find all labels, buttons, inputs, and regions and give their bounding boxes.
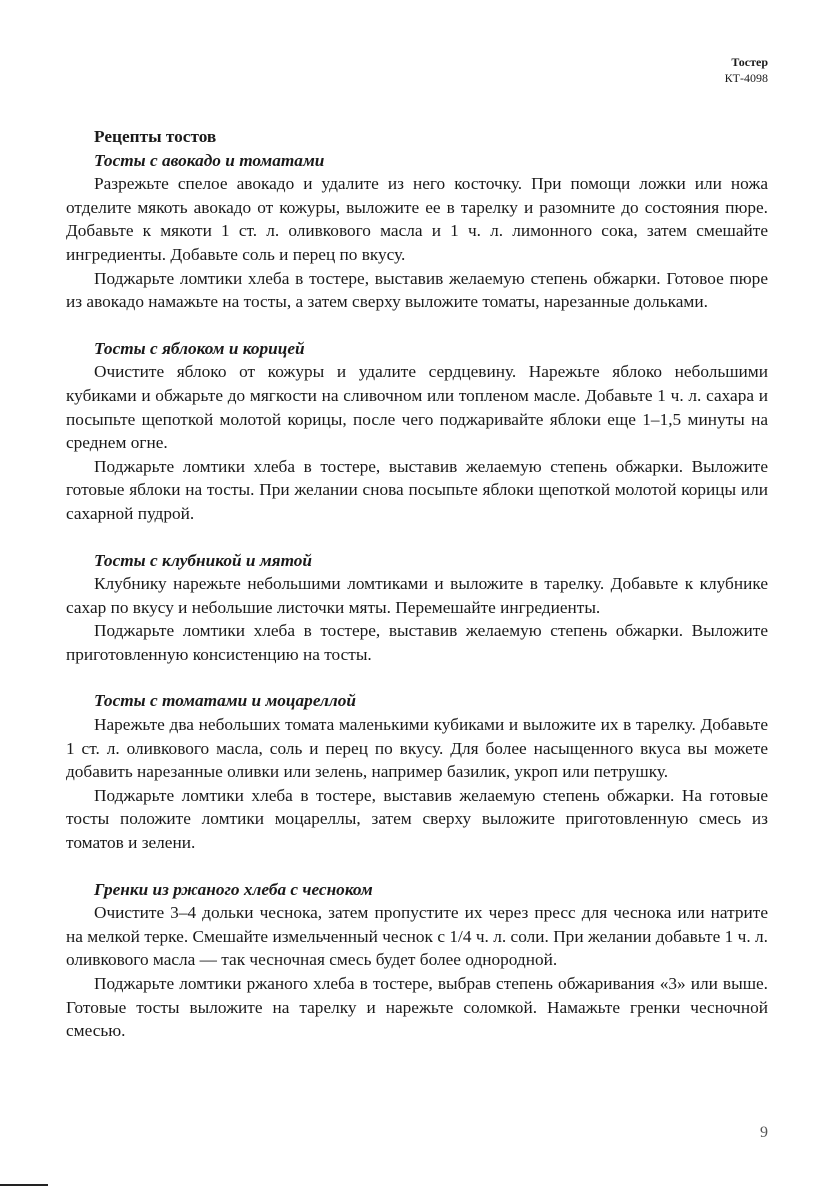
main-content xyxy=(66,125,768,1043)
recipe-paragraph: Очистите 3–4 дольки чеснока, затем пропустите их через пресс для чеснока или натрите на мелкой терке. Смешайте измельченный чеснок с 1/4 ч. л. соли. При желании добавьте 1 ч. л. оливкового масла — так чесночная смесь будет более однородной. xyxy=(66,903,768,970)
recipe-title: Гренки из ржаного хлеба с чесноком xyxy=(94,879,373,899)
recipe-paragraph: Клубнику нарежьте небольшими ломтиками и выложите в тарелку. Добавьте к клубнике сахар по вкусу и небольшие листочки мяты. Перемешайте ингредиенты. xyxy=(66,574,768,617)
footer-rule xyxy=(0,1184,48,1186)
recipe-paragraph: Поджарьте ломтики хлеба в тостере, выставив желаемую степень обжарки. На готовые тосты положите ломтики моцареллы, затем сверху выложите приготовленную смесь из томатов и зелени. xyxy=(66,785,768,853)
recipe-strawberry-mint xyxy=(66,549,768,667)
recipe-title: Тосты с клубникой и мятой xyxy=(94,550,313,570)
recipe-paragraph: Поджарьте ломтики хлеба в тостере, выставив желаемую степень обжарки. Готовое пюре из авокадо намажьте на тосты, а затем сверху выложите томаты, нарезанные дольками. xyxy=(66,268,768,312)
recipe-paragraph: Поджарьте ломтики хлеба в тостере, выставив желаемую степень обжарки. Выложите приготовленную консистенцию на тосты. xyxy=(66,621,768,664)
recipe-tomato-mozzarella xyxy=(66,689,768,854)
recipe-paragraph: Поджарьте ломтики хлеба в тостере, выставив желаемую степень обжарки. Выложите готовые яблоки на тосты. При желании снова посыпьте яблоки щепоткой молотой корицы или сахарной пудрой. xyxy=(66,456,768,523)
recipe-title: Тосты с авокадо и томатами xyxy=(94,150,325,170)
section-title: Рецепты тостов xyxy=(94,127,217,146)
page-number: 9 xyxy=(760,1124,768,1141)
recipe-paragraph: Очистите яблоко от кожуры и удалите сердцевину. Нарежьте яблоко небольшими кубиками и обжарьте до мягкости на сливочном или топленом масле. Добавьте 1 ч. л. сахара и посыпьте щепоткой молотой корицы, после чего поджаривайте яблоки еще 1–1,5 минуты на среднем огне. xyxy=(66,362,768,453)
recipe-apple-cinnamon xyxy=(66,337,768,526)
recipe-title: Тосты с томатами и моцареллой xyxy=(94,691,357,711)
product-name: Тостер xyxy=(731,55,768,69)
recipe-title: Тосты с яблоком и корицей xyxy=(94,338,305,358)
recipe-paragraph: Нарежьте два небольших томата маленькими кубиками и выложите их в тарелку. Добавьте 1 ст. л. оливкового масла, соль и перец по вкусу. Для более насыщенного вкуса вы можете добавить нарезанные оливки или зелень, например базилик, укроп или петрушку. xyxy=(66,715,768,782)
recipe-paragraph: Разрежьте спелое авокадо и удалите из него косточку. При помощи ложки или ножа отделите мякоть авокадо от кожуры, выложите ее в тарелку и разомните до состояния пюре. Добавьте к мякоти 1 ст. л. оливкового масла и 1 ч. л. лимонного сока, затем смешайте ингредиенты. Добавьте соль и перец по вкусу. xyxy=(66,174,768,264)
recipe-avocado-tomato xyxy=(66,149,768,314)
recipe-rye-garlic-croutons xyxy=(66,878,768,1043)
recipe-paragraph: Поджарьте ломтики ржаного хлеба в тостере, выбрав степень обжаривания «3» или выше. Готовые тосты выложите на тарелку и нарежьте соломкой. Намажьте гренки чесночной смесью. xyxy=(66,974,768,1041)
page-header xyxy=(725,54,768,86)
model-number: КТ-4098 xyxy=(724,71,768,85)
